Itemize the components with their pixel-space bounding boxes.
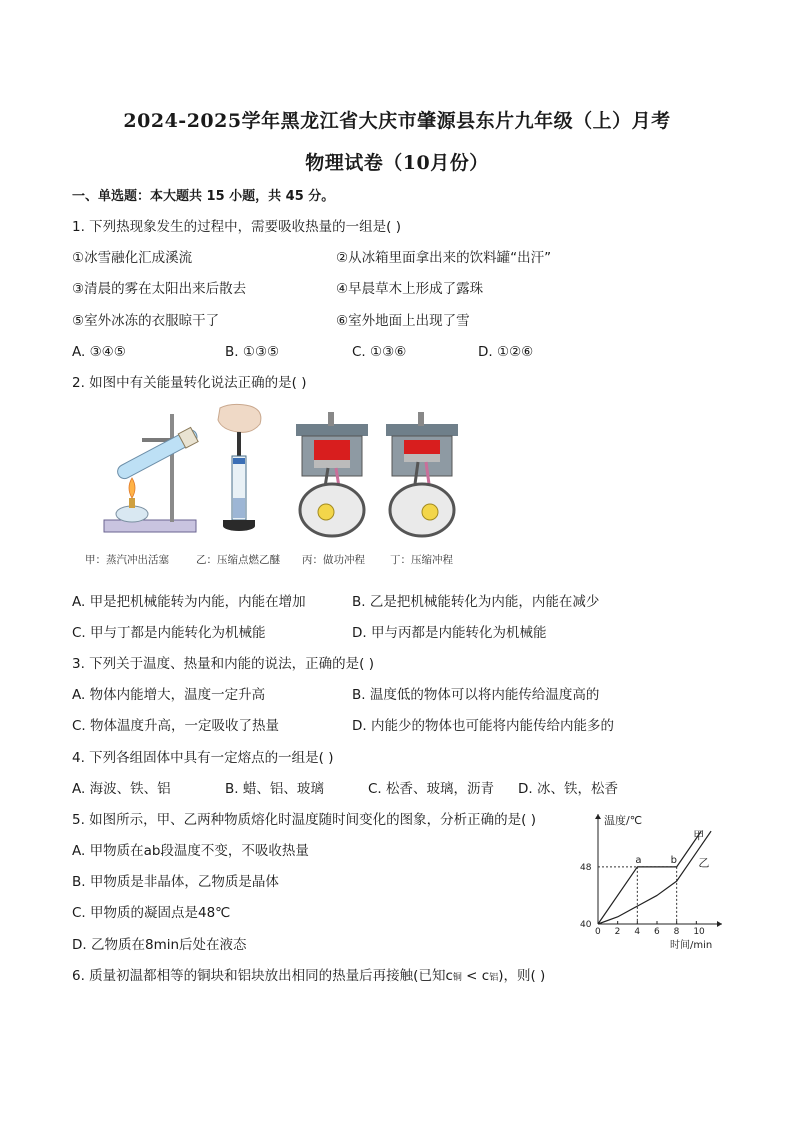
q2-option-d[interactable]: D. 甲与丙都是内能转化为机械能 (352, 625, 547, 641)
q3-stem: 3. 下列关于温度、热量和内能的说法，正确的是( ) (72, 656, 374, 672)
chart-y-axis-label: 温度/℃ (604, 814, 643, 827)
y-tick-label: 48 (580, 862, 592, 873)
series-jia-line (598, 831, 701, 924)
x-tick-label: 4 (634, 927, 641, 937)
x-tick-label: 10 (693, 927, 705, 937)
x-axis-arrow (717, 921, 722, 927)
chart-x-axis-label: 时间/min (670, 940, 713, 951)
x-tick-label: 6 (654, 927, 660, 937)
q1-item: ④早晨草木上形成了露珠 (336, 281, 484, 297)
point-label-b: b (670, 854, 678, 866)
q1-option-c[interactable]: C. ①③⑥ (352, 344, 407, 360)
q6-stem-prefix: 6. 质量初温都相等的铜块和铝块放出相同的热量后再接触(已知c (72, 968, 453, 984)
figure-caption-jia: 甲：蒸汽冲出活塞 (85, 554, 169, 566)
q2-option-b[interactable]: B. 乙是把机械能转化为内能，内能在减少 (352, 594, 600, 610)
q1-option-b[interactable]: B. ①③⑤ (225, 344, 280, 360)
y-axis-arrow (595, 814, 601, 819)
q3-option-b[interactable]: B. 温度低的物体可以将内能传给温度高的 (352, 687, 600, 703)
q5-option-a[interactable]: A. 甲物质在ab段温度不变，不吸收热量 (72, 843, 309, 859)
q5-option-c[interactable]: C. 甲物质的凝固点是48℃ (72, 905, 231, 921)
q6-stem-suffix: )，则( ) (498, 968, 546, 984)
figure-caption-yi: 乙：压缩点燃乙醚 (196, 554, 280, 566)
q4-option-d[interactable]: D. 冰、铁，松香 (518, 781, 618, 797)
energy-conversion-figure (82, 402, 482, 572)
power-stroke-engine-icon (296, 412, 368, 536)
compression-stroke-engine-icon (386, 412, 458, 536)
steam-piston-apparatus-icon (104, 414, 200, 532)
q5-stem: 5. 如图所示，甲、乙两种物质熔化时温度随时间变化的图象，分析正确的是( ) (72, 812, 536, 828)
q2-stem: 2. 如图中有关能量转化说法正确的是( ) (72, 375, 307, 391)
x-tick-label: 0 (595, 927, 601, 937)
series-label-yi: 乙 (698, 856, 710, 870)
q3-option-d[interactable]: D. 内能少的物体也可能将内能传给内能多的 (352, 718, 614, 734)
q2-option-c[interactable]: C. 甲与丁都是内能转化为机械能 (72, 625, 266, 641)
x-tick-label: 2 (614, 927, 621, 937)
q6-subscript-copper: 铜 (452, 973, 462, 983)
section-heading: 一、单选题：本大题共 15 小题，共 45 分。 (72, 189, 335, 204)
figure-caption-bing: 丙：做功冲程 (302, 554, 365, 566)
q1-option-a[interactable]: A. ③④⑤ (72, 344, 126, 360)
q1-item: ①冰雪融化汇成溪流 (72, 250, 193, 266)
series-yi-line (598, 831, 711, 924)
q1-item: ③清晨的雾在太阳出来后散去 (72, 281, 247, 297)
q5-option-d[interactable]: D. 乙物质在8min后处在液态 (72, 937, 247, 953)
exam-title-line2: 物理试卷（10月份） (305, 152, 489, 174)
q6-stem-mid: < c (461, 968, 490, 984)
q3-option-a[interactable]: A. 物体内能增大，温度一定升高 (72, 687, 266, 703)
q6-subscript-aluminum: 铝 (489, 973, 499, 983)
q1-stem: 1. 下列热现象发生的过程中，需要吸收热量的一组是( ) (72, 219, 401, 235)
q3-option-c[interactable]: C. 物体温度升高，一定吸收了热量 (72, 718, 280, 734)
q2-option-a[interactable]: A. 甲是把机械能转为内能，内能在增加 (72, 594, 306, 610)
series-label-jia: 甲 (693, 829, 705, 843)
q1-item: ⑥室外地面上出现了雪 (336, 313, 470, 329)
compression-syringe-icon (218, 404, 261, 531)
figure-caption-ding: 丁：压缩冲程 (390, 554, 453, 566)
q6-stem (72, 967, 545, 987)
q4-option-a[interactable]: A. 海波、铁、铝 (72, 781, 171, 797)
q5-option-b[interactable]: B. 甲物质是非晶体，乙物质是晶体 (72, 874, 279, 890)
q4-option-b[interactable]: B. 蜡、铝、玻璃 (225, 781, 324, 797)
q4-option-c[interactable]: C. 松香、玻璃，沥青 (368, 781, 495, 797)
melting-curve-chart (578, 806, 726, 956)
point-label-a: a (635, 854, 642, 866)
exam-title-line1: 2024-2025学年黑龙江省大庆市肇源县东片九年级（上）月考 (123, 110, 671, 132)
x-tick-label: 8 (673, 927, 680, 937)
q1-item: ⑤室外冰冻的衣服晾干了 (72, 313, 220, 329)
y-tick-label: 40 (580, 920, 592, 930)
q4-stem: 4. 下列各组固体中具有一定熔点的一组是( ) (72, 750, 334, 766)
q1-item: ②从冰箱里面拿出来的饮料罐“出汗” (336, 250, 552, 266)
q1-option-d[interactable]: D. ①②⑥ (478, 344, 534, 360)
